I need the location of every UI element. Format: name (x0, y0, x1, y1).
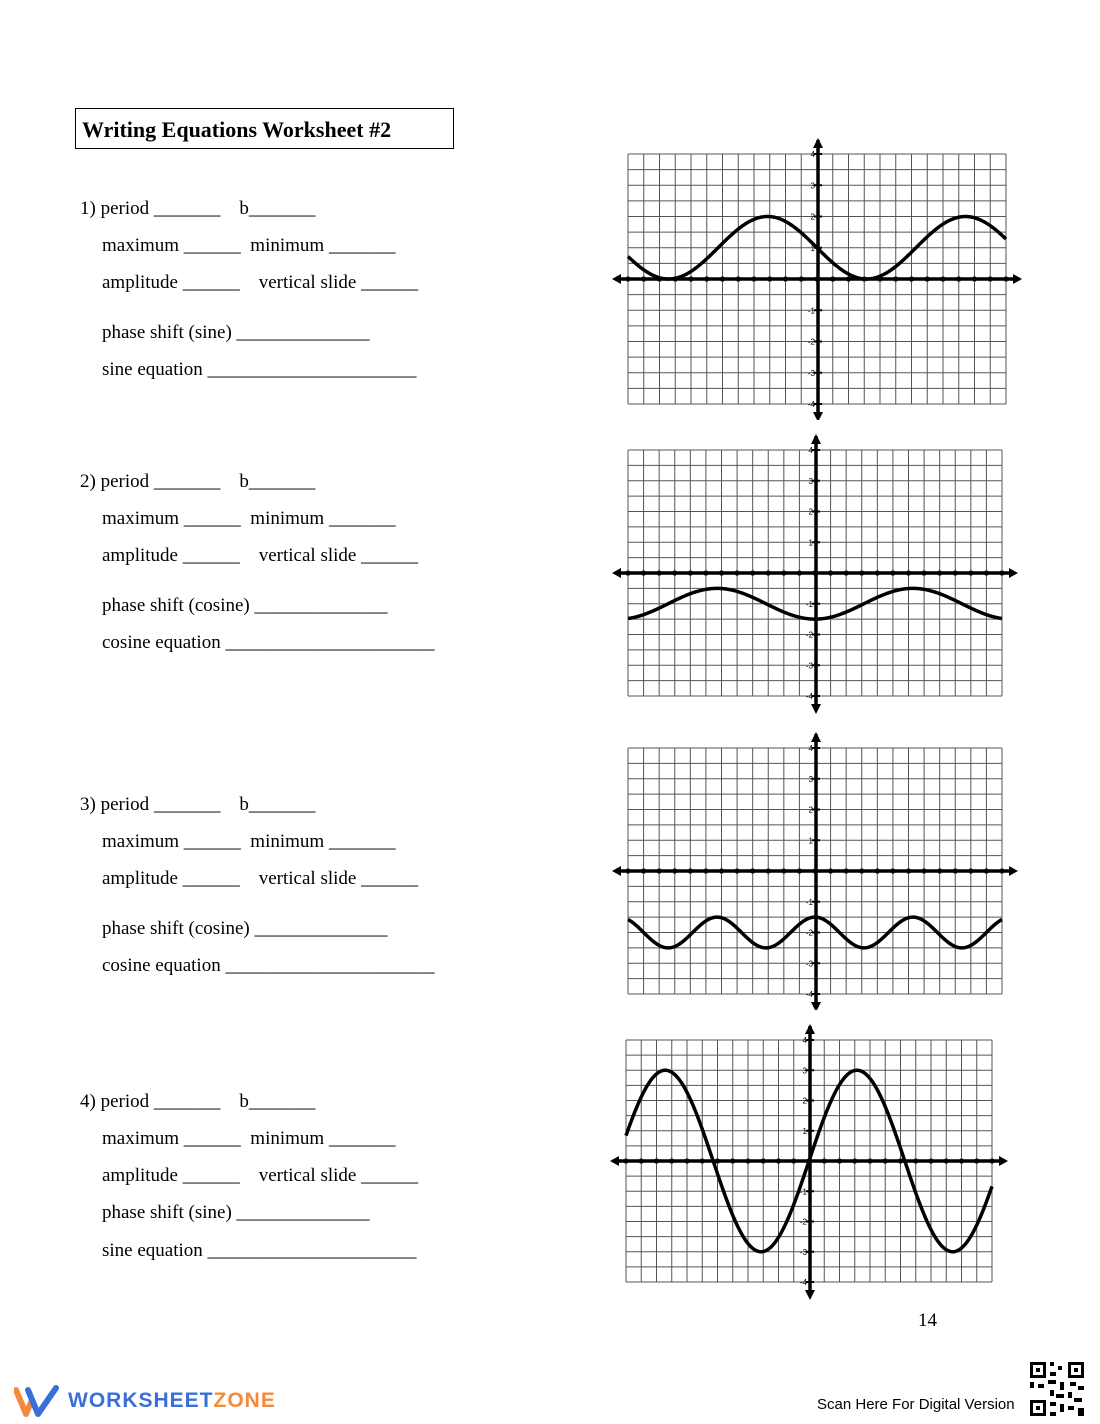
problem-4-line-1: 4) period _______ b_______ (80, 1091, 316, 1112)
x-tick-dot (814, 276, 819, 281)
x-tick-dot (745, 1158, 750, 1163)
x-tick-dot (700, 1158, 705, 1163)
x-tick-dot (968, 868, 973, 873)
x-tick-dot (766, 868, 771, 873)
x-tick-dot (719, 570, 724, 575)
x-tick-dot (921, 868, 926, 873)
x-tick-dot (890, 868, 895, 873)
problem-1-line-5: sine equation ______________________ (102, 359, 417, 380)
problem-3-line-5: cosine equation ______________________ (102, 955, 435, 976)
scan-text: Scan Here For Digital Version (817, 1396, 1015, 1413)
x-tick-dot (906, 570, 911, 575)
x-tick-dot (672, 570, 677, 575)
x-tick-dot (766, 570, 771, 575)
y-tick-label: 4 (802, 1036, 807, 1045)
x-tick-dot (684, 1158, 689, 1163)
graph-2 (608, 434, 1028, 714)
x-tick-dot (999, 868, 1004, 873)
x-tick-dot (781, 570, 786, 575)
arrow-left-icon (610, 1156, 619, 1166)
arrow-down-icon (805, 1290, 815, 1300)
y-tick-label: 3 (802, 1066, 807, 1076)
y-tick-label: 2 (802, 1096, 807, 1106)
x-tick-dot (859, 868, 864, 873)
x-tick-dot (846, 276, 851, 281)
arrow-right-icon (1009, 866, 1018, 876)
x-tick-dot (893, 276, 898, 281)
y-tick-label: -4 (805, 692, 813, 701)
x-tick-dot (719, 868, 724, 873)
arrow-down-icon (811, 704, 821, 714)
x-tick-dot (974, 1158, 979, 1163)
x-tick-dot (657, 570, 662, 575)
x-tick-dot (988, 276, 993, 281)
arrow-up-icon (805, 1024, 815, 1034)
problem-4-line-3: amplitude ______ vertical slide ______ (102, 1165, 419, 1186)
graph-4 (606, 1024, 1020, 1300)
y-tick-label: -2 (805, 630, 813, 640)
problem-3-line-4: phase shift (cosine) ______________ (102, 918, 388, 939)
problem-2-line-5: cosine equation ______________________ (102, 632, 435, 653)
brand-name: WORKSHEETZONE (68, 1389, 276, 1412)
problem-4-line-4: phase shift (sine) ______________ (102, 1202, 370, 1223)
y-tick-label: -4 (799, 1278, 807, 1287)
worksheetzone-logo (14, 1384, 276, 1418)
x-tick-dot (883, 1158, 888, 1163)
x-tick-dot (852, 1158, 857, 1163)
problem-2-line-4: phase shift (cosine) ______________ (102, 595, 388, 616)
y-tick-label: -4 (805, 990, 813, 999)
y-tick-label: 4 (808, 446, 813, 455)
x-tick-dot (720, 276, 725, 281)
x-tick-dot (641, 276, 646, 281)
x-tick-dot (984, 868, 989, 873)
x-tick-dot (736, 276, 741, 281)
y-tick-label: 3 (808, 476, 813, 486)
x-tick-dot (781, 868, 786, 873)
y-tick-label: -4 (807, 400, 815, 409)
y-tick-label: -1 (807, 306, 815, 316)
problem-3-line-1: 3) period _______ b_______ (80, 794, 316, 815)
arrow-down-icon (811, 1002, 821, 1010)
x-tick-dot (783, 276, 788, 281)
y-tick-label: -2 (805, 928, 813, 938)
problem-3-line-3: amplitude ______ vertical slide ______ (102, 868, 419, 889)
x-tick-dot (625, 868, 630, 873)
x-tick-dot (968, 570, 973, 575)
arrow-left-icon (612, 568, 621, 578)
x-tick-dot (972, 276, 977, 281)
y-tick-label: 4 (808, 744, 813, 753)
y-tick-label: 2 (808, 805, 813, 815)
x-tick-dot (799, 276, 804, 281)
x-tick-dot (898, 1158, 903, 1163)
y-tick-label: -1 (805, 897, 813, 907)
problem-2-line-3: amplitude ______ vertical slide ______ (102, 545, 419, 566)
y-tick-label: 1 (810, 243, 815, 253)
x-tick-dot (984, 570, 989, 575)
arrow-down-icon (813, 412, 823, 420)
x-tick-dot (750, 868, 755, 873)
x-tick-dot (822, 1158, 827, 1163)
x-tick-dot (623, 1158, 628, 1163)
x-tick-dot (812, 868, 817, 873)
x-tick-dot (734, 868, 739, 873)
x-tick-dot (828, 868, 833, 873)
x-tick-dot (641, 570, 646, 575)
x-tick-dot (797, 868, 802, 873)
problem-4-line-5: sine equation ______________________ (102, 1240, 417, 1261)
x-tick-dot (890, 570, 895, 575)
x-tick-dot (875, 868, 880, 873)
x-tick-dot (830, 276, 835, 281)
arrow-right-icon (1009, 568, 1018, 578)
x-tick-dot (703, 570, 708, 575)
x-tick-dot (999, 570, 1004, 575)
x-tick-dot (704, 276, 709, 281)
y-tick-label: 1 (808, 836, 813, 846)
x-tick-dot (928, 1158, 933, 1163)
x-tick-dot (953, 570, 958, 575)
logo-icon (14, 1384, 60, 1418)
x-tick-dot (641, 868, 646, 873)
problem-2-line-1: 2) period _______ b_______ (80, 471, 316, 492)
x-tick-dot (657, 868, 662, 873)
x-tick-dot (956, 276, 961, 281)
x-tick-dot (715, 1158, 720, 1163)
problem-1-line-2: maximum ______ minimum _______ (102, 235, 396, 256)
x-tick-dot (767, 276, 772, 281)
x-tick-dot (734, 570, 739, 575)
y-tick-label: -3 (805, 661, 813, 671)
y-tick-label: -3 (805, 959, 813, 969)
problem-1-line-4: phase shift (sine) ______________ (102, 322, 370, 343)
arrow-right-icon (999, 1156, 1008, 1166)
x-tick-dot (1003, 276, 1008, 281)
arrow-up-icon (813, 138, 823, 148)
x-tick-dot (797, 570, 802, 575)
x-tick-dot (953, 868, 958, 873)
y-tick-label: 2 (808, 507, 813, 517)
y-tick-label: -1 (799, 1187, 807, 1197)
x-tick-dot (688, 868, 693, 873)
x-tick-dot (867, 1158, 872, 1163)
x-tick-dot (761, 1158, 766, 1163)
y-tick-label: 2 (810, 212, 815, 222)
x-tick-dot (751, 276, 756, 281)
graph-3 (608, 732, 1028, 1010)
problem-4-line-2: maximum ______ minimum _______ (102, 1128, 396, 1149)
x-tick-dot (944, 1158, 949, 1163)
x-tick-dot (875, 570, 880, 575)
worksheet-title: Writing Equations Worksheet #2 (75, 108, 454, 149)
x-tick-dot (812, 570, 817, 575)
x-tick-dot (776, 1158, 781, 1163)
page-number: 14 (918, 1310, 937, 1331)
y-tick-label: -2 (807, 337, 815, 347)
x-tick-dot (639, 1158, 644, 1163)
x-tick-dot (940, 276, 945, 281)
problem-2-line-2: maximum ______ minimum _______ (102, 508, 396, 529)
y-tick-label: -3 (799, 1247, 807, 1257)
x-tick-dot (730, 1158, 735, 1163)
y-tick-label: 3 (810, 181, 815, 191)
x-tick-dot (672, 868, 677, 873)
x-tick-dot (625, 570, 630, 575)
problem-1-line-3: amplitude ______ vertical slide ______ (102, 272, 419, 293)
qr-code-icon[interactable] (1028, 1360, 1086, 1418)
x-tick-dot (688, 570, 693, 575)
x-tick-dot (909, 276, 914, 281)
x-tick-dot (750, 570, 755, 575)
x-tick-dot (654, 1158, 659, 1163)
y-tick-label: 3 (808, 774, 813, 784)
y-tick-label: 1 (802, 1126, 807, 1136)
arrow-left-icon (612, 866, 621, 876)
x-tick-dot (828, 570, 833, 575)
x-tick-dot (844, 868, 849, 873)
x-tick-dot (837, 1158, 842, 1163)
x-tick-dot (625, 276, 630, 281)
y-tick-label: -1 (805, 599, 813, 609)
x-tick-dot (791, 1158, 796, 1163)
graph-1 (608, 138, 1028, 420)
x-tick-dot (925, 276, 930, 281)
x-tick-dot (921, 570, 926, 575)
problem-1-line-1: 1) period _______ b_______ (80, 198, 316, 219)
arrow-right-icon (1013, 274, 1022, 284)
arrow-up-icon (811, 732, 821, 742)
y-tick-label: -3 (807, 368, 815, 378)
arrow-left-icon (612, 274, 621, 284)
y-tick-label: 1 (808, 538, 813, 548)
x-tick-dot (906, 868, 911, 873)
x-tick-dot (937, 868, 942, 873)
x-tick-dot (844, 570, 849, 575)
y-tick-label: 4 (810, 150, 815, 159)
x-tick-dot (959, 1158, 964, 1163)
y-tick-label: -2 (799, 1217, 807, 1227)
x-tick-dot (859, 570, 864, 575)
x-tick-dot (989, 1158, 994, 1163)
x-tick-dot (703, 868, 708, 873)
x-tick-dot (669, 1158, 674, 1163)
x-tick-dot (913, 1158, 918, 1163)
problem-3-line-2: maximum ______ minimum _______ (102, 831, 396, 852)
x-tick-dot (688, 276, 693, 281)
arrow-up-icon (811, 434, 821, 444)
x-tick-dot (937, 570, 942, 575)
